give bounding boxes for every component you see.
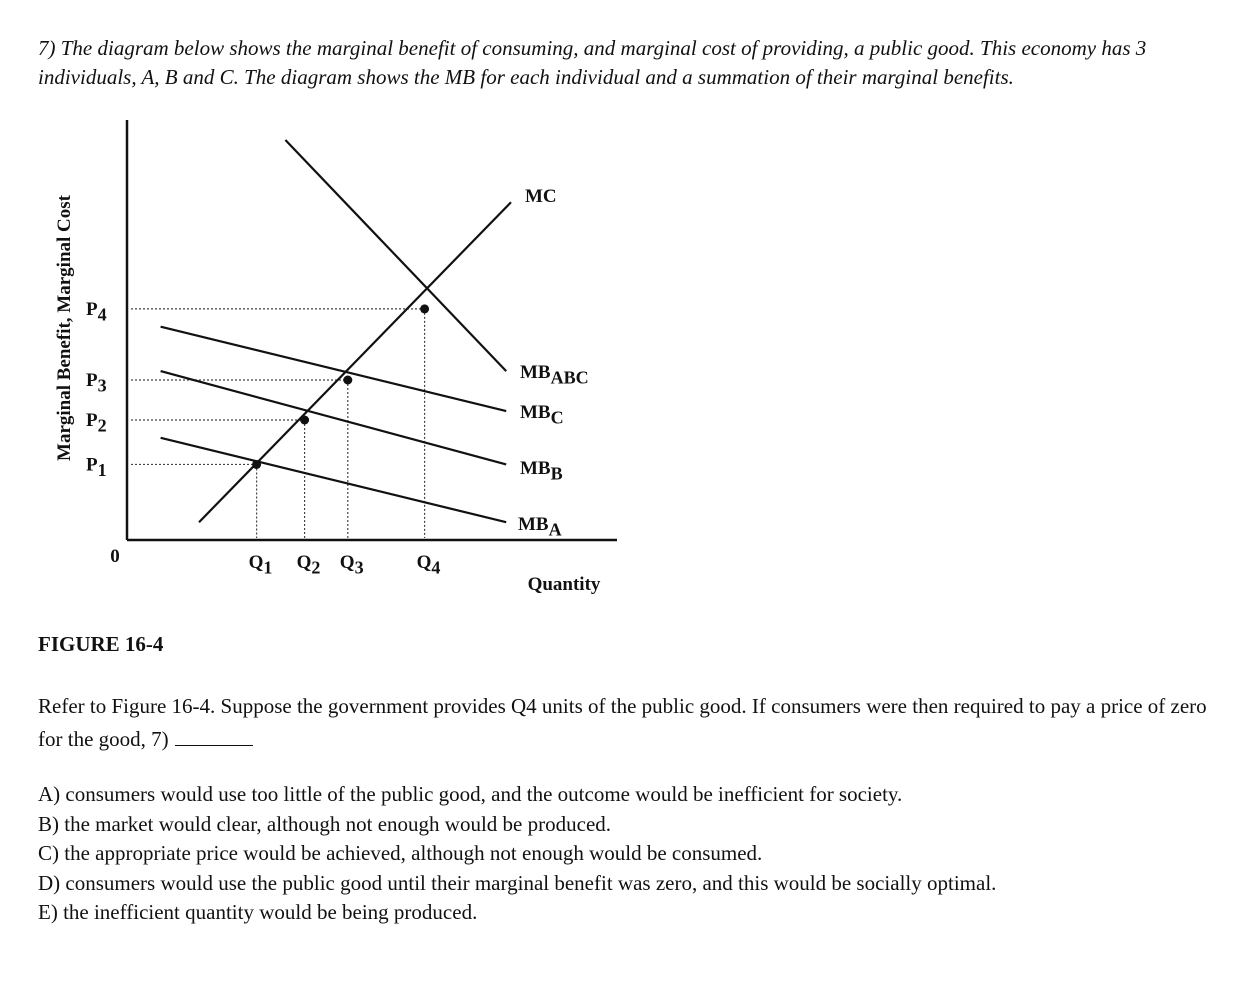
label-mba (518, 514, 562, 540)
question-prompt-text: Refer to Figure 16-4. Suppose the government provides Q4 units of the public good. If consumers were then required to pay a price of zero for the good, 7) (38, 694, 1207, 751)
option-d[interactable]: D) consumers would use the public good until their marginal benefit was zero, and this would be socially optimal. (38, 870, 997, 895)
y-tick-p2-main: P (86, 410, 98, 431)
y-tick-p4 (86, 299, 107, 325)
x-tick-q2 (297, 552, 321, 578)
label-mbc-main: MB (520, 402, 551, 423)
dotted-guide-lines (131, 309, 425, 538)
option-a[interactable]: A) consumers would use too little of the public good, and the outcome would be inefficient for society. (38, 782, 903, 806)
x-tick-q2-sub: 2 (311, 557, 321, 578)
label-mbabc-main: MB (520, 362, 551, 383)
x-tick-q1-main: Q (248, 552, 264, 573)
x-tick-q3 (340, 552, 364, 578)
label-mbb-sub: B (550, 463, 563, 484)
y-tick-p3 (86, 370, 107, 396)
option-e[interactable]: E) the inefficient quantity would be being produced. (38, 900, 478, 924)
y-tick-p2-sub: 2 (97, 415, 107, 436)
curve-mbabc (285, 140, 506, 371)
y-tick-p1-sub: 1 (97, 460, 107, 481)
figure-caption: FIGURE 16-4 (38, 632, 164, 656)
y-tick-p1 (86, 454, 107, 480)
option-c[interactable]: C) the appropriate price would be achieved, although not enough would be consumed. (38, 841, 763, 865)
x-tick-q4 (417, 552, 441, 578)
label-mba-main: MB (518, 514, 549, 535)
x-tick-q1-sub: 1 (263, 557, 273, 578)
x-tick-q1 (249, 552, 273, 578)
label-mc-main: MC (525, 186, 557, 207)
y-tick-p4-main: P (86, 298, 98, 320)
chart-curves (161, 140, 511, 522)
x-axis-label: Quantity (527, 574, 601, 595)
curve-mbc (161, 327, 507, 411)
y-tick-p3-main: P (86, 370, 98, 391)
label-mbabc-sub: ABC (550, 367, 589, 388)
curve-mc (199, 202, 511, 522)
x-tick-q3-main: Q (339, 552, 355, 573)
option-b[interactable]: B) the market would clear, although not enough would be produced. (38, 811, 612, 836)
x-tick-q3-sub: 3 (354, 557, 364, 578)
y-tick-p4-sub: 4 (97, 304, 107, 325)
equilibrium-point-2 (300, 416, 309, 425)
label-mc (525, 186, 557, 207)
label-mba-sub: A (548, 519, 562, 540)
y-tick-p2 (86, 410, 107, 436)
x-tick-q4-sub: 4 (431, 557, 441, 578)
equilibrium-point-4 (420, 304, 429, 313)
x-tick-q4-main: Q (416, 552, 432, 573)
label-mbc (520, 402, 564, 428)
label-mbabc (520, 362, 589, 388)
y-tick-p1-main: P (86, 454, 98, 476)
label-mbb-main: MB (520, 458, 551, 479)
answer-options (38, 780, 996, 928)
question-prompt (38, 690, 1208, 756)
equilibrium-point-1 (252, 460, 261, 469)
label-mbb (520, 458, 563, 484)
label-mbc-sub: C (550, 407, 564, 428)
equilibrium-point-3 (343, 376, 352, 385)
y-tick-p3-sub: 3 (97, 375, 107, 396)
y-axis-label: Marginal Benefit, Marginal Cost (54, 195, 75, 461)
answer-blank (175, 727, 253, 746)
question-intro: 7) The diagram below shows the marginal benefit of consuming, and marginal cost of providing, a public good. This economy has 3 individuals, A, B and C. The diagram shows the MB for each individual and a summation of their marginal benefits. (38, 36, 1147, 89)
x-tick-q2-main: Q (296, 552, 312, 573)
origin-label: 0 (110, 546, 120, 567)
